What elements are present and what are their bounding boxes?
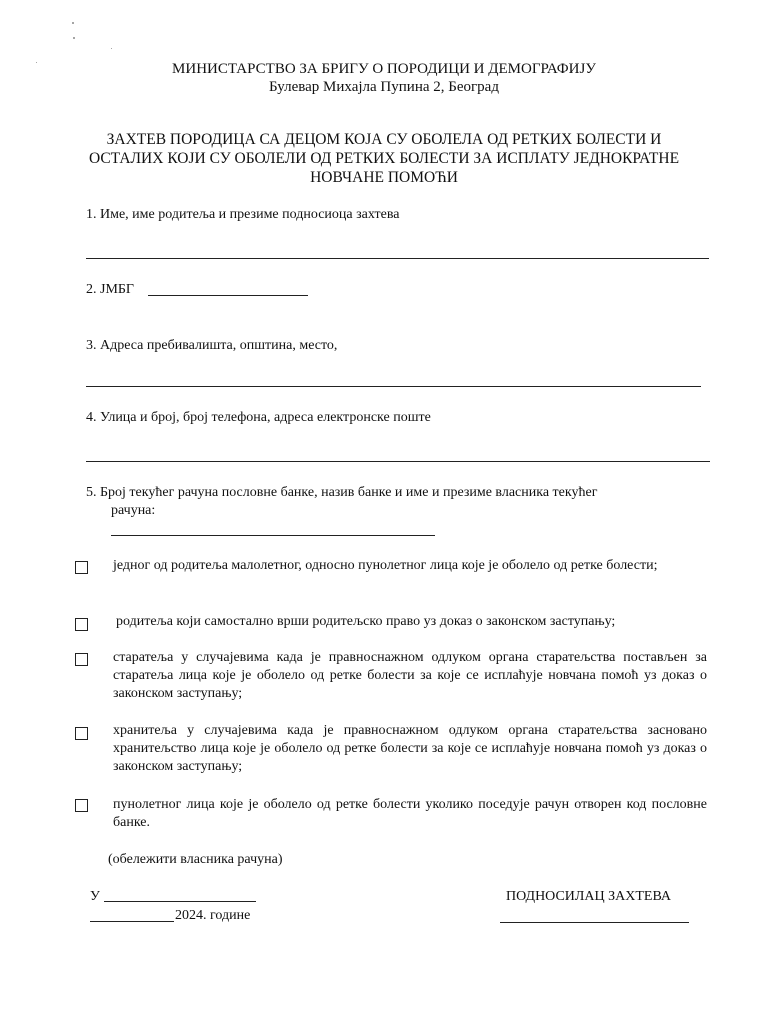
place-line[interactable] xyxy=(104,901,256,902)
applicant-label: ПОДНОСИЛАЦ ЗАХТЕВА xyxy=(506,889,672,904)
field-5-line[interactable] xyxy=(111,535,435,536)
field-4-label: 4. Улица и број, број телефона, адреса електронске поште xyxy=(86,410,431,425)
field-2-line[interactable] xyxy=(148,295,308,296)
option-1-checkbox[interactable] xyxy=(75,561,88,574)
option-2-text: родитеља који самостално врши родитељско право уз доказ о законском заступању; xyxy=(116,614,616,629)
field-5-label: 5. Број текућег рачуна пословне банке, назив банке и име и презиме власника текућег xyxy=(86,485,598,500)
scan-speck xyxy=(73,37,75,39)
date-label: 2024. године xyxy=(175,908,251,923)
ministry-name: МИНИСТАРСТВО ЗА БРИГУ О ПОРОДИЦИ И ДЕМОГРАФИЈУ xyxy=(172,61,596,77)
option-2-checkbox[interactable] xyxy=(75,618,88,631)
field-3-label: 3. Адреса пребивалишта, општина, место, xyxy=(86,338,338,353)
scan-speck xyxy=(72,22,74,24)
option-1-text: једног од родитеља малолетног, односно пунолетног лица које је оболело од ретке болести; xyxy=(113,558,658,573)
title-line-2: ОСТАЛИХ КОЈИ СУ ОБОЛЕЛИ ОД РЕТКИХ БОЛЕСТИ ЗА ИСПЛАТУ ЈЕДНОКРАТНЕ xyxy=(88,150,680,167)
option-4-checkbox[interactable] xyxy=(75,727,88,740)
place-label: У xyxy=(90,889,100,904)
account-owner-note: (обележити власника рачуна) xyxy=(108,852,283,867)
title-line-1: ЗАХТЕВ ПОРОДИЦА СА ДЕЦОМ КОЈА СУ ОБОЛЕЛА ОД РЕТКИХ БОЛЕСТИ И xyxy=(106,131,662,148)
field-4-line[interactable] xyxy=(86,461,710,462)
scan-speck xyxy=(111,48,112,49)
document-title xyxy=(0,130,768,187)
title-line-3: НОВЧАНЕ ПОМОЋИ xyxy=(310,169,458,186)
field-3-line[interactable] xyxy=(86,386,701,387)
option-3-text: старатеља у случајевима када је правноснажном одлуком органа старатељства постављен за старатеља лица које је оболело од ретке болести за које се исплаћује новчана помоћ уз доказ о законском заступању; xyxy=(113,650,707,701)
option-5-checkbox[interactable] xyxy=(75,799,88,812)
field-1-line[interactable] xyxy=(86,258,709,259)
field-5-label-cont: рачуна: xyxy=(111,503,156,518)
option-3-checkbox[interactable] xyxy=(75,653,88,666)
field-1-label: 1. Име, име родитеља и презиме подносиоца захтева xyxy=(86,207,400,222)
ministry-address: Булевар Михајла Пупина 2, Београд xyxy=(269,79,499,95)
date-line[interactable] xyxy=(90,921,174,922)
signature-line[interactable] xyxy=(500,922,689,923)
option-4-text: хранитеља у случајевима када је правноснажном одлуком органа старатељства засновано хранитељство лица које је оболело од ретке болести за које се исплаћује новчана помоћ уз доказ о законском заступању; xyxy=(113,723,707,774)
option-5-text: пунолетног лица које је оболело од ретке болести уколико поседује рачун отворен код пословне банке. xyxy=(113,797,707,830)
field-2-label: 2. ЈМБГ xyxy=(86,282,135,297)
